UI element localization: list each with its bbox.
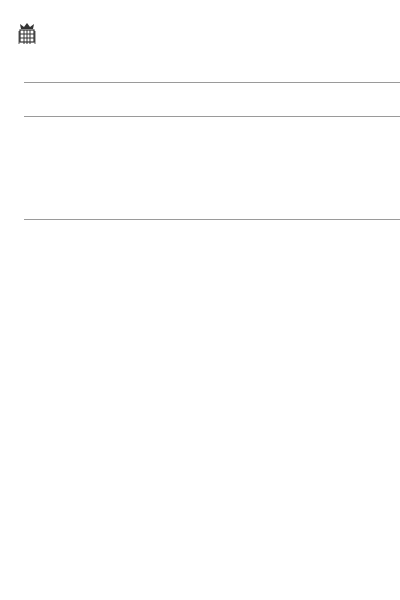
intro-line-3 xyxy=(42,173,372,184)
divider-section xyxy=(24,219,400,220)
portcullis-logo-icon xyxy=(18,22,36,46)
intro-notes xyxy=(42,173,372,184)
divider-after-published xyxy=(24,116,400,117)
divider-top xyxy=(24,82,400,83)
page-header xyxy=(18,22,43,46)
